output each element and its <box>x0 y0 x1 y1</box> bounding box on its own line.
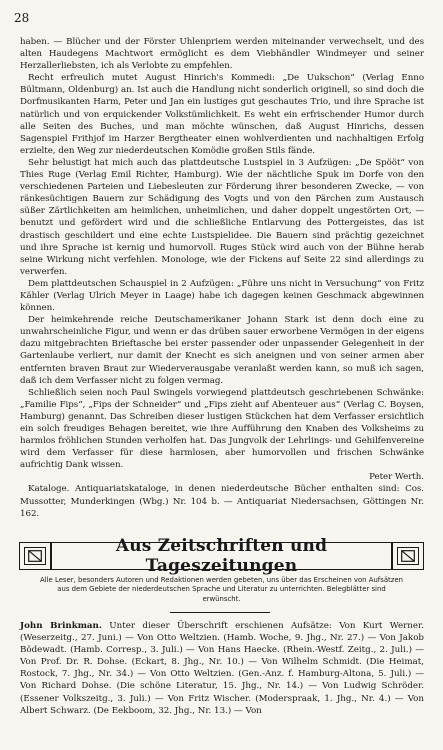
entry <box>20 620 424 717</box>
review-text <box>20 36 424 520</box>
catalog-paragraph: Kataloge. Antiquariatskataloge, in denen niederdeutsche Bücher enthalten sind: Cos. Mussotter, Munderkingen (Wbg.) Nr. 104 b. — Antiquariat Niedersachsen, Göttingen Nr. 162. <box>20 484 424 519</box>
entry-body: Unter dieser Überschrift erschienen Aufsätze: Von Kurt Werner. (Weserzeitg., 27. Juni.) — Von Otto Weltzien. (Hamb. Woche, 9. Jhg., Nr. 27.) — Von Jakob Bödewadt. (Hamb. Corresp., 3. Juli.) — Von Hans Haecke. (Rhein.-Westf. Zeitg., 2. Juli.) — Von Prof. Dr. R. Dohse. (Eckart, 8. Jhg., Nr. 10.) — Von Wilhelm Schmidt. (Die Heimat, Rostock, 7. Jhg., Nr. 34.) — Von Otto Weltzien. (Gen.-Anz. f. Hamburg-Altona, 5. Juli.) — Von Richard Dohse. (Die schöne Literatur, 15. Jhg., Nr. 14.) — Von Ludwig Schröder. (Essener Volkszeitg., 3. Juli.) — Von Fritz Wischer. (Moderspraak, 1. Jhg., Nr. 4.) — Von Albert Schwarz. (De Eekboom, 32. Jhg., Nr. 13.) — Von <box>20 621 425 716</box>
paragraph: Sehr belustigt hat mich auch das plattdeutsche Lustspiel in 3 Aufzügen: „De Spööt“ von Thies Ruge (Verlag Emil Richter, Hamburg). Wie der nächtliche Spuk im Dorfe von den verschiedenen Parteien und Liebesleuten zur Förderung ihrer besonderen Zwecke, — von ränkesüchtigen Bauern zur Schädigung des Vogts und von den Pärchen zum Austausch süßer Zärtlichkeiten am heimlichen, unheimlichen, und daher doppelt ungestörten Ort, — benutzt und gefördert wird und die schließliche Entlarvung des Pottergeistes, das ist drastisch geschildert und eine echte Lustspielidee. Die Bauern sind prächtig gezeichnet und ihre Sprache ist kernig und humorvoll. Ruges Stück wird auch von der Bühne herab seine Wirkung nicht verfehlen. Monologe, wie der Fickens auf Seite 22 sind allerdings zu verwerfen. <box>20 157 424 277</box>
paragraph: haben. — Blücher und der Förster Uhlenpriem werden miteinander verwechselt, und des alten Haudegens Machtwort ermöglicht es dem Viebhändler Windmeyer und seiner Herzallerliebsten, ich als Verlobte zu empfehlen. <box>20 37 424 72</box>
divider-rule <box>170 612 270 613</box>
author-signature: Peter Werth. <box>369 472 424 483</box>
page-number: 28 <box>14 11 30 25</box>
section-header <box>19 536 424 576</box>
section-note: Alle Leser, besonders Autoren und Redaktionen werden gebeten, uns über das Erscheinen von Aufsätzen aus dem Gebiete der niederdeutschen Sprache und Literatur zu unterrichten. Belegblätter sind erwünscht. <box>40 576 403 603</box>
paragraph: Der heimkehrende reiche Deutschamerikaner Johann Stark ist denn doch eine zu unwahrscheinliche Figur, und wenn er das drüben sauer erworbene Vermögen in der eigens dazu mitgebrachten Brieftasche bei erster passender oder unpassender Gelegenheit in der Gartenlaube verliert, nur damit der Knecht es sich aneignen und von seiner armen aber entfernten braven Braut zur Wiederverausgabe veranlaßt werden kann, so muß ich sagen, daß ich dem Verfasser nicht zu folgen vermag. <box>20 315 424 386</box>
section-title: Aus Zeitschriften und Tageszeitungen <box>115 536 328 576</box>
entry-heading: John Brinkman. <box>20 621 102 631</box>
header-divider <box>391 542 393 570</box>
paragraph: Recht erfreulich mutet August Hinrich's Kommedi: „De Uukschon“ (Verlag Enno Bültmann, Oldenburg) an. Ist auch die Handlung nicht sonderlich originell, so sind doch die Dorfmusikanten Harm, Peter und Jan ein lustiges gut geschautes Trio, und ihre Sprache ist natürlich und von erquickender Volkstümlichkeit. Es weht ein erfrischender Humor durch alle Seiten des Buches, und man möchte wünschen, daß August Hinrichs, dessen Sagenspiel Frithjof im Harzer Bergtheater einen wohlverdienten und nachhaltigen Erfolg erzielte, den Weg zur niederdeutschen Komödie großen Stils fände. <box>20 73 424 156</box>
paragraph: Schließlich seien noch Paul Swingels vorwiegend plattdeutsch geschriebenen Schwänke: „Familie Fips“, „Fips der Schneider“ und „Fips zieht auf Abenteuer aus“ (Verlag C. Boysen, Hamburg) genannt. Das Schreiben dieser lustigen Stückchen hat dem Verfasser ersichtlich ein solch freudiges Behagen bereitet, wie ihre Aufführung den Knaben des Volksheims zu harmlos fröhlichen Stunden verholfen hat. Das Jungvolk der Lehrlings- und Gehilfenvereine wird dem Verfasser für diese harmlosen, aber humorvollen und frischen Schwänke aufrichtig Dank wissen. <box>20 387 424 471</box>
ornament-icon <box>24 547 46 565</box>
ornament-icon <box>397 547 419 565</box>
paragraph: Dem plattdeutschen Schauspiel in 2 Aufzügen: „Führe uns nicht in Versuchung“ von Fritz Kähler (Verlag Ulrich Meyer in Laage) habe ich dagegen keinen Geschmack abgewinnen können. <box>20 278 424 314</box>
